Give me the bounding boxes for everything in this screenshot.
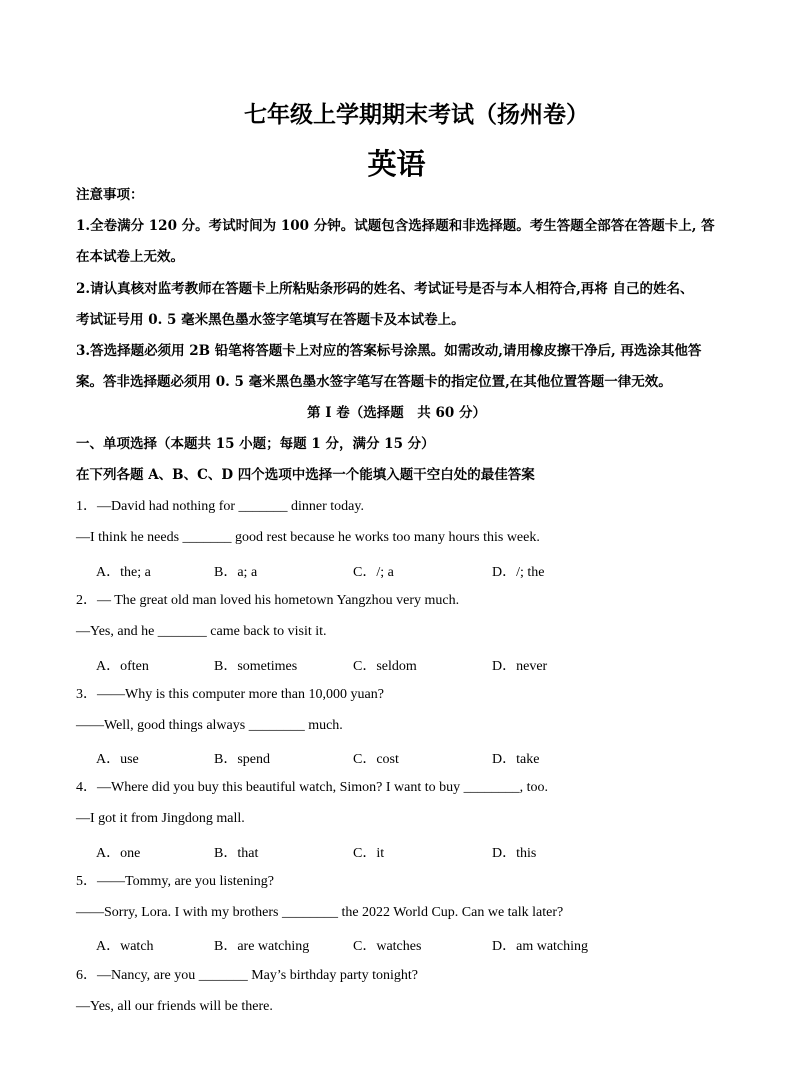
option-a: A．one (96, 846, 141, 861)
option-b: B．spend (214, 752, 270, 767)
option-d: D．/; the (492, 565, 545, 580)
question-reply: ——Sorry, Lora. I with my brothers ________ the 2022 World Cup. Can we talk later? (76, 905, 564, 920)
notice-line: 1.全卷满分 120 分。考试时间为 100 分钟。试题包含选择题和非选择题。考生答题全部答在答题卡上, 答 (76, 218, 715, 234)
question-reply: —Yes, all our friends will be there. (76, 999, 273, 1014)
notice-line: 在本试卷上无效。 (76, 249, 184, 265)
question-reply: —I got it from Jingdong mall. (76, 811, 245, 826)
question-stem: 6．—Nancy, are you _______ May’s birthday party tonight? (76, 968, 419, 983)
question-stem: 5．——Tommy, are you listening? (76, 874, 274, 889)
option-d: D．am watching (492, 939, 589, 954)
question-stem: 1．—David had nothing for _______ dinner today. (76, 499, 364, 514)
notice-line: 案。答非选择题必须用 0. 5 毫米黑色墨水签字笔写在答题卡的指定位置,在其他位置答题一律无效。 (76, 374, 672, 390)
question-reply: ——Well, good things always ________ much. (76, 718, 343, 733)
question-reply: —I think he needs _______ good rest because he works too many hours this week. (76, 530, 540, 545)
option-a: A．watch (96, 939, 154, 954)
option-a: A．often (96, 659, 149, 674)
question-reply: —Yes, and he _______ came back to visit it. (76, 624, 327, 639)
option-b: B．that (214, 846, 259, 861)
option-c: C．/; a (353, 565, 394, 580)
notice-line: 考试证号用 0. 5 毫米黑色墨水签字笔填写在答题卡及本试卷上。 (76, 312, 465, 328)
section-heading: 一、单项选择（本题共 15 小题；每题 1 分，满分 15 分） (76, 436, 435, 452)
option-c: C．it (353, 846, 385, 861)
option-a: A．use (96, 752, 139, 767)
subject-title: 英语 (367, 147, 426, 181)
notice-line: 2.请认真核对监考教师在答题卡上所粘贴条形码的姓名、考试证号是否与本人相符合,再将 自己的姓名、 (76, 281, 694, 297)
notice-line: 3.答选择题必须用 2B 铅笔将答题卡上对应的答案标号涂黑。如需改动,请用橡皮擦干净后, 再选涂其他答 (76, 343, 702, 359)
option-c: C．cost (353, 752, 399, 767)
option-c: C．seldom (353, 659, 417, 674)
option-d: D．this (492, 846, 537, 861)
section-instruction: 在下列各题 A、B、C、D 四个选项中选择一个能填入题干空白处的最佳答案 (76, 467, 535, 483)
option-d: D．take (492, 752, 540, 767)
option-c: C．watches (353, 939, 422, 954)
option-b: B．sometimes (214, 659, 298, 674)
notice-heading: 注意事项： (76, 187, 144, 203)
question-stem: 4．—Where did you buy this beautiful watch, Simon? I want to buy ________, too. (76, 780, 549, 795)
option-b: B．are watching (214, 939, 310, 954)
option-a: A．the; a (96, 565, 151, 580)
exam-title: 七年级上学期期末考试（扬州卷） (244, 101, 589, 128)
option-d: D．never (492, 659, 548, 674)
question-stem: 2．— The great old man loved his hometown Yangzhou very much. (76, 593, 460, 608)
part-heading: 第 I 卷（选择题 共 60 分） (307, 405, 486, 421)
option-b: B．a; a (214, 565, 258, 580)
question-stem: 3．——Why is this computer more than 10,000 yuan? (76, 687, 384, 702)
